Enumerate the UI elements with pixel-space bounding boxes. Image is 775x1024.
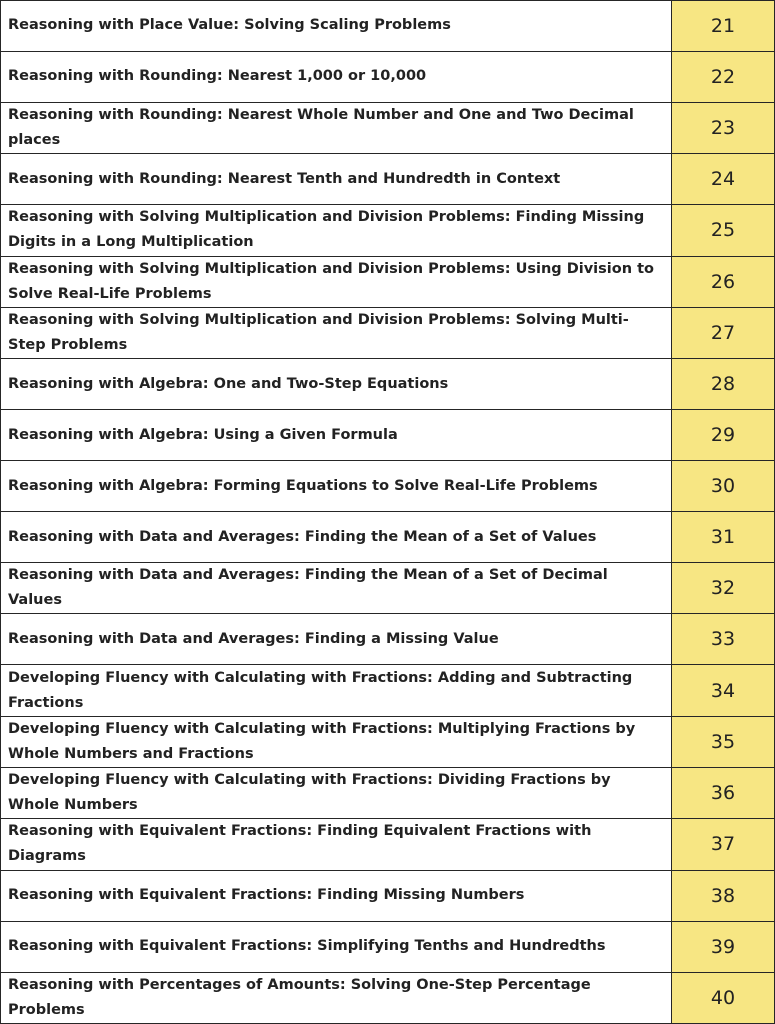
page-number: 26 xyxy=(672,256,775,307)
activity-title: Reasoning with Solving Multiplication and Division Problems: Using Division to Solve Real-Life Problems xyxy=(1,256,672,307)
table-row xyxy=(1,359,775,410)
activity-title: Reasoning with Algebra: Using a Given Formula xyxy=(1,410,672,461)
activity-title: Developing Fluency with Calculating with Fractions: Dividing Fractions by Whole Numbers xyxy=(1,767,672,818)
page-number: 35 xyxy=(672,716,775,767)
page-number: 31 xyxy=(672,512,775,563)
page-number: 24 xyxy=(672,154,775,205)
contents-rows xyxy=(1,1,775,1024)
activity-title: Reasoning with Equivalent Fractions: Finding Equivalent Fractions with Diagrams xyxy=(1,819,672,870)
table-row xyxy=(1,767,775,818)
activity-title: Reasoning with Rounding: Nearest Tenth and Hundredth in Context xyxy=(1,154,672,205)
table-row xyxy=(1,410,775,461)
activity-title: Reasoning with Data and Averages: Finding the Mean of a Set of Decimal Values xyxy=(1,563,672,614)
page-number: 36 xyxy=(672,767,775,818)
activity-title: Developing Fluency with Calculating with Fractions: Adding and Subtracting Fractions xyxy=(1,665,672,716)
activity-title: Reasoning with Data and Averages: Finding a Missing Value xyxy=(1,614,672,665)
table-row xyxy=(1,563,775,614)
page-number: 22 xyxy=(672,51,775,102)
table-row xyxy=(1,1,775,52)
table-row xyxy=(1,256,775,307)
activity-title: Reasoning with Place Value: Solving Scaling Problems xyxy=(1,1,672,52)
table-row xyxy=(1,154,775,205)
activity-title: Reasoning with Algebra: One and Two-Step Equations xyxy=(1,359,672,410)
table-row xyxy=(1,972,775,1023)
activity-title: Reasoning with Rounding: Nearest Whole Number and One and Two Decimal places xyxy=(1,102,672,153)
table-row xyxy=(1,819,775,870)
page-number: 39 xyxy=(672,921,775,972)
activity-title: Reasoning with Percentages of Amounts: Solving One-Step Percentage Problems xyxy=(1,972,672,1023)
table-row xyxy=(1,512,775,563)
page-number: 21 xyxy=(672,1,775,52)
table-row xyxy=(1,665,775,716)
table-row xyxy=(1,614,775,665)
activity-title: Reasoning with Equivalent Fractions: Simplifying Tenths and Hundredths xyxy=(1,921,672,972)
page-number: 28 xyxy=(672,359,775,410)
activity-title: Reasoning with Data and Averages: Finding the Mean of a Set of Values xyxy=(1,512,672,563)
activity-title: Developing Fluency with Calculating with Fractions: Multiplying Fractions by Whole Numbers and Fractions xyxy=(1,716,672,767)
table-row xyxy=(1,921,775,972)
page-number: 30 xyxy=(672,461,775,512)
table-row xyxy=(1,716,775,767)
activity-title: Reasoning with Rounding: Nearest 1,000 or 10,000 xyxy=(1,51,672,102)
table-row xyxy=(1,102,775,153)
table-row xyxy=(1,461,775,512)
table-row xyxy=(1,307,775,358)
activity-title: Reasoning with Equivalent Fractions: Finding Missing Numbers xyxy=(1,870,672,921)
page-number: 40 xyxy=(672,972,775,1023)
table-row xyxy=(1,205,775,256)
activity-title: Reasoning with Algebra: Forming Equations to Solve Real-Life Problems xyxy=(1,461,672,512)
page-number: 34 xyxy=(672,665,775,716)
activity-title: Reasoning with Solving Multiplication and Division Problems: Solving Multi-Step Problems xyxy=(1,307,672,358)
page-number: 25 xyxy=(672,205,775,256)
table-row xyxy=(1,870,775,921)
page-number: 29 xyxy=(672,410,775,461)
page-number: 38 xyxy=(672,870,775,921)
page-number: 32 xyxy=(672,563,775,614)
page-number: 37 xyxy=(672,819,775,870)
page-number: 23 xyxy=(672,102,775,153)
page-number: 27 xyxy=(672,307,775,358)
activity-title: Reasoning with Solving Multiplication and Division Problems: Finding Missing Digits in a Long Multiplication xyxy=(1,205,672,256)
page-number: 33 xyxy=(672,614,775,665)
table-row xyxy=(1,51,775,102)
